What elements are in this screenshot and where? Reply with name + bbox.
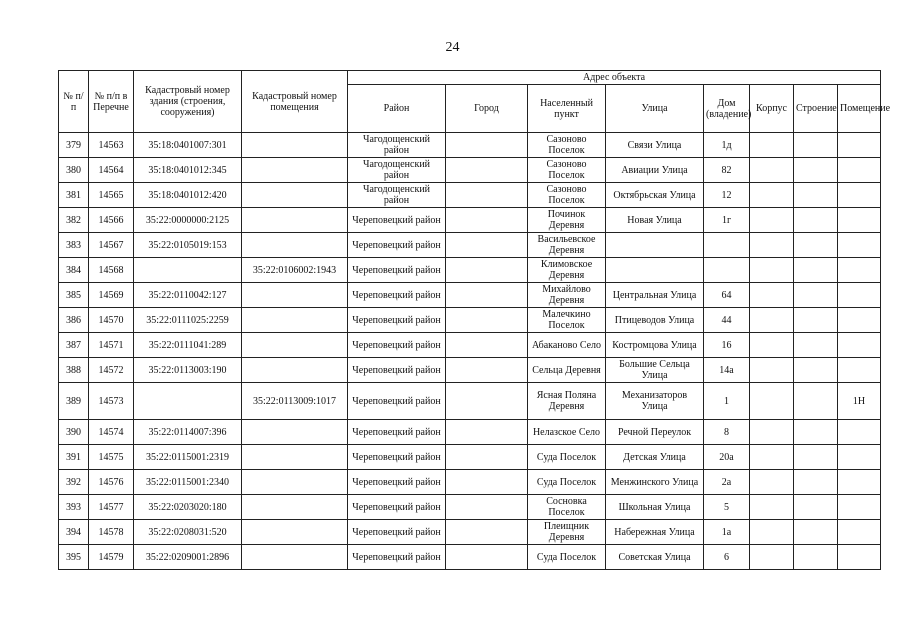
cell-city (446, 383, 528, 420)
header-district: Район (348, 85, 446, 133)
cell-house: 8 (704, 420, 750, 445)
cell-settlement: Васильевское Деревня (528, 233, 606, 258)
cell-settlement: Климовское Деревня (528, 258, 606, 283)
cell-num: 384 (59, 258, 89, 283)
cell-num: 394 (59, 520, 89, 545)
cell-city (446, 233, 528, 258)
cell-city (446, 545, 528, 570)
cell-building (794, 358, 838, 383)
header-house: Дом (владение) (704, 85, 750, 133)
cell-settlement: Сосновка Поселок (528, 495, 606, 520)
cell-premise (838, 283, 881, 308)
cell-building (794, 520, 838, 545)
cell-premise (838, 420, 881, 445)
registry-table (58, 70, 891, 570)
cell-building (794, 183, 838, 208)
cell-num: 379 (59, 133, 89, 158)
cell-premise (838, 358, 881, 383)
cell-house: 20а (704, 445, 750, 470)
cell-house: 6 (704, 545, 750, 570)
cell-street: Связи Улица (606, 133, 704, 158)
cell-district: Череповецкий район (348, 470, 446, 495)
cell-building-cadastral (134, 383, 242, 420)
cell-street: Менжинского Улица (606, 470, 704, 495)
cell-num: 381 (59, 183, 89, 208)
table-row (59, 308, 881, 333)
cell-num: 389 (59, 383, 89, 420)
table-row (59, 358, 881, 383)
cell-premise-cadastral (242, 208, 348, 233)
cell-building-cadastral: 35:18:0401012:345 (134, 158, 242, 183)
cell-district: Чагодощенский район (348, 183, 446, 208)
table-row (59, 495, 881, 520)
table-body (59, 133, 881, 570)
table-row (59, 158, 881, 183)
cell-district: Череповецкий район (348, 445, 446, 470)
cell-premise-cadastral (242, 445, 348, 470)
cell-korpus (750, 545, 794, 570)
header-list-num: № п/п в Перечне (89, 71, 134, 133)
cell-building (794, 383, 838, 420)
cell-num: 386 (59, 308, 89, 333)
cell-num: 385 (59, 283, 89, 308)
cell-building-cadastral: 35:22:0115001:2340 (134, 470, 242, 495)
cell-num: 380 (59, 158, 89, 183)
header-building: Строение (794, 85, 838, 133)
cell-building (794, 495, 838, 520)
table-row (59, 333, 881, 358)
cell-building-cadastral: 35:18:0401007:301 (134, 133, 242, 158)
cell-korpus (750, 283, 794, 308)
cell-premise (838, 495, 881, 520)
cell-num: 391 (59, 445, 89, 470)
cell-district: Чагодощенский район (348, 158, 446, 183)
cell-korpus (750, 333, 794, 358)
cell-building (794, 333, 838, 358)
cell-street: Механизаторов Улица (606, 383, 704, 420)
cell-house: 1 (704, 383, 750, 420)
header-city: Город (446, 85, 528, 133)
cell-list-num: 14578 (89, 520, 134, 545)
cell-building-cadastral: 35:22:0000000:2125 (134, 208, 242, 233)
cell-list-num: 14574 (89, 420, 134, 445)
table-row (59, 520, 881, 545)
cell-premise (838, 470, 881, 495)
cell-num: 387 (59, 333, 89, 358)
cell-street: Новая Улица (606, 208, 704, 233)
cell-city (446, 495, 528, 520)
cell-premise (838, 520, 881, 545)
cell-building-cadastral (134, 258, 242, 283)
cell-street (606, 233, 704, 258)
cell-building-cadastral: 35:22:0209001:2896 (134, 545, 242, 570)
cell-settlement: Починок Деревня (528, 208, 606, 233)
cell-premise-cadastral (242, 308, 348, 333)
cell-list-num: 14579 (89, 545, 134, 570)
cell-list-num: 14571 (89, 333, 134, 358)
cell-settlement: Сазоново Поселок (528, 183, 606, 208)
cell-korpus (750, 420, 794, 445)
cell-premise-cadastral: 35:22:0106002:1943 (242, 258, 348, 283)
header-premise-cadastral: Кадастровый номер помещения (242, 71, 348, 133)
cell-city (446, 308, 528, 333)
cell-district: Череповецкий район (348, 258, 446, 283)
cell-num: 383 (59, 233, 89, 258)
cell-house: 82 (704, 158, 750, 183)
cell-settlement: Плеищник Деревня (528, 520, 606, 545)
cell-building (794, 545, 838, 570)
cell-settlement: Сельца Деревня (528, 358, 606, 383)
cell-list-num: 14577 (89, 495, 134, 520)
cell-district: Чагодощенский район (348, 133, 446, 158)
cell-premise (838, 233, 881, 258)
page-number: 24 (445, 40, 460, 55)
cell-district: Череповецкий район (348, 420, 446, 445)
cell-house: 5 (704, 495, 750, 520)
cell-building (794, 445, 838, 470)
cell-district: Череповецкий район (348, 383, 446, 420)
header-premise: Помещение (838, 85, 881, 133)
cell-building-cadastral: 35:22:0114007:396 (134, 420, 242, 445)
cell-korpus (750, 520, 794, 545)
cell-settlement: Абаканово Село (528, 333, 606, 358)
cell-premise-cadastral (242, 283, 348, 308)
cell-building (794, 308, 838, 333)
cell-premise (838, 445, 881, 470)
cell-building (794, 283, 838, 308)
cell-premise-cadastral (242, 333, 348, 358)
cell-num: 390 (59, 420, 89, 445)
cell-list-num: 14570 (89, 308, 134, 333)
cell-list-num: 14563 (89, 133, 134, 158)
cell-city (446, 158, 528, 183)
header-building-cadastral: Кадастровый номер здания (строения, сооружения) (134, 71, 242, 133)
cell-premise-cadastral (242, 520, 348, 545)
cell-list-num: 14564 (89, 158, 134, 183)
cell-settlement: Суда Поселок (528, 545, 606, 570)
cell-house: 16 (704, 333, 750, 358)
table-row (59, 470, 881, 495)
cell-building (794, 420, 838, 445)
cell-korpus (750, 258, 794, 283)
cell-building (794, 258, 838, 283)
cell-premise-cadastral: 35:22:0113009:1017 (242, 383, 348, 420)
cell-premise (838, 308, 881, 333)
cell-settlement: Суда Поселок (528, 445, 606, 470)
cell-premise-cadastral (242, 545, 348, 570)
cell-settlement: Нелазское Село (528, 420, 606, 445)
cell-house: 64 (704, 283, 750, 308)
cell-list-num: 14565 (89, 183, 134, 208)
cell-building-cadastral: 35:22:0111025:2259 (134, 308, 242, 333)
cell-korpus (750, 445, 794, 470)
cell-house: 44 (704, 308, 750, 333)
cell-num: 395 (59, 545, 89, 570)
cell-num: 382 (59, 208, 89, 233)
cell-list-num: 14576 (89, 470, 134, 495)
cell-premise (838, 158, 881, 183)
cell-building-cadastral: 35:22:0113003:190 (134, 358, 242, 383)
header-street: Улица (606, 85, 704, 133)
cell-list-num: 14573 (89, 383, 134, 420)
cell-settlement: Ясная Поляна Деревня (528, 383, 606, 420)
cell-korpus (750, 358, 794, 383)
cell-num: 388 (59, 358, 89, 383)
table-row (59, 233, 881, 258)
cell-building (794, 133, 838, 158)
cell-house: 1г (704, 208, 750, 233)
cell-list-num: 14569 (89, 283, 134, 308)
cell-premise-cadastral (242, 233, 348, 258)
cell-district: Череповецкий район (348, 520, 446, 545)
cell-list-num: 14566 (89, 208, 134, 233)
cell-building-cadastral: 35:22:0110042:127 (134, 283, 242, 308)
cell-korpus (750, 495, 794, 520)
cell-premise-cadastral (242, 495, 348, 520)
cell-district: Череповецкий район (348, 333, 446, 358)
table-row (59, 133, 881, 158)
cell-settlement: Суда Поселок (528, 470, 606, 495)
cell-district: Череповецкий район (348, 495, 446, 520)
cell-district: Череповецкий район (348, 283, 446, 308)
cell-settlement: Сазоново Поселок (528, 158, 606, 183)
table-row (59, 383, 881, 420)
cell-list-num: 14575 (89, 445, 134, 470)
cell-street: Детская Улица (606, 445, 704, 470)
cell-street: Речной Переулок (606, 420, 704, 445)
cell-building (794, 158, 838, 183)
cell-city (446, 258, 528, 283)
cell-korpus (750, 158, 794, 183)
cell-korpus (750, 383, 794, 420)
cell-city (446, 470, 528, 495)
table-row (59, 420, 881, 445)
cell-premise (838, 208, 881, 233)
cell-premise (838, 183, 881, 208)
cell-settlement: Михайлово Деревня (528, 283, 606, 308)
cell-house: 1а (704, 520, 750, 545)
cell-district: Череповецкий район (348, 358, 446, 383)
cell-building-cadastral: 35:18:0401012:420 (134, 183, 242, 208)
cell-premise (838, 258, 881, 283)
cell-district: Череповецкий район (348, 208, 446, 233)
cell-premise-cadastral (242, 358, 348, 383)
header-korpus: Корпус (750, 85, 794, 133)
cell-street: Птицеводов Улица (606, 308, 704, 333)
table-row (59, 258, 881, 283)
cell-list-num: 14567 (89, 233, 134, 258)
cell-premise-cadastral (242, 133, 348, 158)
cell-premise-cadastral (242, 158, 348, 183)
cell-premise (838, 133, 881, 158)
cell-city (446, 133, 528, 158)
header-address-group: Адрес объекта (348, 71, 881, 85)
cell-house: 1д (704, 133, 750, 158)
cell-street: Костромцова Улица (606, 333, 704, 358)
cell-building-cadastral: 35:22:0208031:520 (134, 520, 242, 545)
cell-settlement: Малечкино Поселок (528, 308, 606, 333)
cell-korpus (750, 183, 794, 208)
cell-city (446, 520, 528, 545)
cell-city (446, 358, 528, 383)
cell-building (794, 233, 838, 258)
cell-building-cadastral: 35:22:0203020:180 (134, 495, 242, 520)
cell-street: Советская Улица (606, 545, 704, 570)
cell-street: Октябрьская Улица (606, 183, 704, 208)
cell-premise-cadastral (242, 420, 348, 445)
cell-premise (838, 545, 881, 570)
cell-num: 393 (59, 495, 89, 520)
cell-district: Череповецкий район (348, 233, 446, 258)
cell-city (446, 283, 528, 308)
cell-korpus (750, 208, 794, 233)
cell-building-cadastral: 35:22:0105019:153 (134, 233, 242, 258)
cell-city (446, 333, 528, 358)
cell-city (446, 208, 528, 233)
cell-building (794, 470, 838, 495)
cell-num: 392 (59, 470, 89, 495)
table-row (59, 208, 881, 233)
cell-settlement: Сазоново Поселок (528, 133, 606, 158)
cell-street (606, 258, 704, 283)
cell-city (446, 445, 528, 470)
header-settlement: Населенный пункт (528, 85, 606, 133)
cell-street: Набережная Улица (606, 520, 704, 545)
cell-building (794, 208, 838, 233)
cell-street: Авиации Улица (606, 158, 704, 183)
cell-house (704, 258, 750, 283)
cell-premise-cadastral (242, 470, 348, 495)
cell-building-cadastral: 35:22:0111041:289 (134, 333, 242, 358)
cell-korpus (750, 308, 794, 333)
cell-district: Череповецкий район (348, 308, 446, 333)
cell-house: 14а (704, 358, 750, 383)
cell-city (446, 183, 528, 208)
cell-premise: 1Н (838, 383, 881, 420)
cell-house: 12 (704, 183, 750, 208)
cell-street: Большие Сельца Улица (606, 358, 704, 383)
cell-korpus (750, 233, 794, 258)
table-row (59, 545, 881, 570)
cell-district: Череповецкий район (348, 545, 446, 570)
cell-city (446, 420, 528, 445)
cell-korpus (750, 133, 794, 158)
cell-premise (838, 333, 881, 358)
cell-street: Центральная Улица (606, 283, 704, 308)
cell-list-num: 14568 (89, 258, 134, 283)
table-row (59, 183, 881, 208)
cell-building-cadastral: 35:22:0115001:2319 (134, 445, 242, 470)
cell-premise-cadastral (242, 183, 348, 208)
cell-house (704, 233, 750, 258)
table-row (59, 283, 881, 308)
cell-korpus (750, 470, 794, 495)
cell-list-num: 14572 (89, 358, 134, 383)
header-num: № п/п (59, 71, 89, 133)
cell-street: Школьная Улица (606, 495, 704, 520)
table-row (59, 445, 881, 470)
cell-house: 2а (704, 470, 750, 495)
